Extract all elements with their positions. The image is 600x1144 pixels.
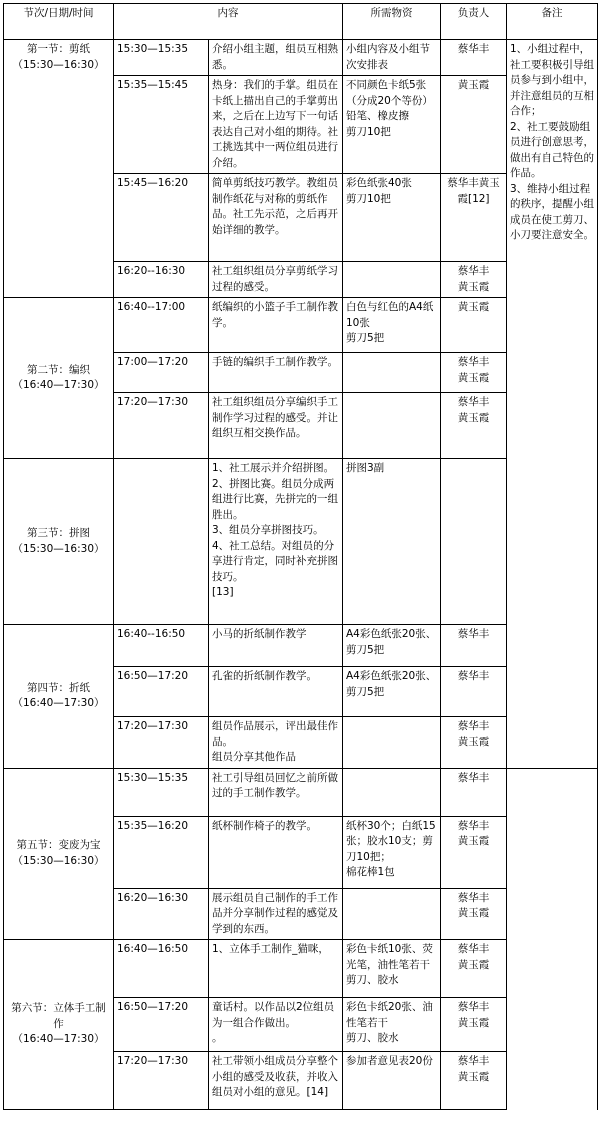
text-line: A4彩色纸张20张、剪刀5把: [346, 628, 437, 656]
text-line: 不同颜色卡纸5张: [346, 79, 427, 91]
content-cell: [209, 888, 343, 940]
time-cell: [114, 298, 209, 353]
text-line: 组员作品展示，评出最佳作品。: [212, 720, 338, 748]
owner-cell: [441, 1052, 507, 1110]
owner-cell: [441, 998, 507, 1052]
owner-cell: [441, 174, 507, 262]
content-cell: [209, 1052, 343, 1110]
section-cell: [4, 459, 114, 625]
header-content: 内容: [114, 4, 343, 40]
text-line: 黄玉霞: [457, 1016, 490, 1029]
text-line: 拼图3副: [346, 462, 385, 474]
text-line: 黄玉霞: [457, 958, 490, 971]
text-line: 棉花棒1包: [346, 866, 395, 878]
time-cell: [114, 625, 209, 667]
text-line: 15:35—15:45: [117, 79, 189, 91]
text-line: 1、小组过程中，社工要积极引导组员参与到小组中，并注意组员的互相合作；: [510, 43, 594, 117]
content-cell: [209, 625, 343, 667]
owner-cell: [441, 298, 507, 353]
content-cell: [209, 76, 343, 174]
content-cell: [209, 998, 343, 1052]
section-cell: [4, 625, 114, 769]
text-line: 黄玉霞: [457, 411, 490, 424]
owner-cell: [441, 625, 507, 667]
text-line: 蔡华丰: [457, 43, 490, 55]
text-line: 黄玉霞: [457, 79, 490, 91]
header-row: [4, 4, 598, 40]
content-cell: [209, 717, 343, 769]
text-line: A4彩色纸张20张、剪刀5把: [346, 670, 437, 698]
section-cell: [4, 768, 114, 940]
text-line: 。: [212, 1032, 223, 1044]
content-cell: [209, 393, 343, 459]
text-line: 2、拼图比赛。组员分成两组进行比赛，先拼完的一组胜出。: [212, 477, 338, 521]
text-line: [13]: [212, 586, 234, 598]
content-cell: [209, 40, 343, 76]
materials-cell: [343, 76, 441, 174]
content-cell: [209, 174, 343, 262]
content-cell: [209, 768, 343, 816]
time-cell: [114, 393, 209, 459]
text-line: 蔡华丰: [457, 1001, 490, 1013]
owner-cell: [441, 717, 507, 769]
text-line: 彩色卡纸20张、油性笔若干: [346, 1001, 433, 1029]
text-line: （16:40—17:30）: [12, 697, 105, 710]
section-cell: [4, 40, 114, 298]
text-line: 小马的折纸制作教学: [212, 628, 307, 640]
text-line: 纸编织的小篮子手工制作教学。: [212, 301, 338, 329]
text-line: 16:40--17:00: [117, 301, 186, 313]
text-line: 社工组织组员分享编织手工制作学习过程的感受。并让组织互相交换作品。: [212, 396, 338, 439]
materials-cell: [343, 667, 441, 717]
text-line: 第六节：立体手工制作: [11, 1002, 106, 1030]
time-cell: [114, 940, 209, 998]
text-line: 1、立体手工制作_猫咪，: [212, 943, 329, 955]
text-line: 彩色纸张40张: [346, 177, 412, 189]
time-cell: [114, 888, 209, 940]
time-cell: [114, 717, 209, 769]
text-line: 黄玉霞: [457, 1070, 490, 1083]
time-cell: [114, 353, 209, 393]
owner-cell: [441, 888, 507, 940]
text-line: 组员分享其他作品: [212, 751, 296, 763]
owner-cell: [441, 667, 507, 717]
text-line: 16:50—17:20: [117, 1001, 189, 1013]
text-line: 小组内容及小组节次安排表: [346, 43, 430, 71]
owner-cell: [441, 76, 507, 174]
materials-cell: [343, 1052, 441, 1110]
schedule-table: [3, 3, 598, 1110]
materials-cell: [343, 393, 441, 459]
materials-cell: [343, 353, 441, 393]
owner-cell: [441, 459, 507, 625]
schedule-row: [4, 768, 598, 816]
text-line: 简单剪纸技巧教学。教组员制作纸花与对称的剪纸作品。社工先示范，之后再开始详细的教学。: [212, 177, 338, 236]
text-line: （15:30—16:30）: [12, 542, 105, 555]
text-line: 17:00—17:20: [117, 356, 189, 368]
text-line: 2、社工要鼓励组员进行创意思考，做出有自己特色的作品。: [510, 120, 594, 179]
materials-cell: [343, 940, 441, 998]
text-line: 4、社工总结。对组员的分享进行肯定，同时补充拼图技巧。: [212, 539, 338, 583]
owner-cell: [441, 816, 507, 888]
text-line: 16:20—16:30: [117, 891, 189, 904]
time-cell: [114, 998, 209, 1052]
header-section: 节次/日期/时间: [4, 4, 114, 40]
materials-cell: [343, 998, 441, 1052]
text-line: 第四节：折纸: [27, 681, 90, 694]
text-line: 17:20—17:30: [117, 1055, 189, 1067]
text-line: 15:35—16:20: [117, 819, 189, 832]
content-cell: [209, 667, 343, 717]
text-line: 剪刀10把: [346, 192, 391, 205]
text-line: 17:20—17:30: [117, 396, 189, 408]
text-line: 16:40--16:50: [117, 628, 186, 640]
materials-cell: [343, 768, 441, 816]
text-line: （分成20个等份）: [346, 94, 433, 107]
content-cell: [209, 459, 343, 625]
materials-cell: [343, 174, 441, 262]
text-line: 剪刀、胶水: [346, 1032, 399, 1044]
text-line: 剪刀、胶水: [346, 974, 399, 986]
text-line: 童话村。以作品以2位组员为一组合作做出。: [212, 1001, 335, 1029]
owner-cell: [441, 393, 507, 459]
text-line: 手链的编织手工制作教学。: [212, 356, 338, 368]
text-line: 1、社工展示并介绍拼图。: [212, 462, 335, 474]
owner-cell: [441, 353, 507, 393]
text-line: 16:40—16:50: [117, 943, 189, 955]
text-line: 蔡华丰: [457, 356, 490, 368]
text-line: 蔡华丰: [457, 396, 490, 408]
content-cell: [209, 262, 343, 298]
text-line: 孔雀的折纸制作教学。: [212, 670, 317, 682]
text-line: 纸杯制作椅子的教学。: [212, 819, 317, 832]
text-line: 黄玉霞: [457, 835, 490, 847]
owner-cell: [441, 40, 507, 76]
text-line: 社工引导组员回忆之前所做过的手工制作教学。: [212, 771, 338, 799]
materials-cell: [343, 298, 441, 353]
text-line: 15:45—16:20: [117, 177, 189, 189]
time-cell: [114, 1052, 209, 1110]
text-line: 蔡华丰: [457, 819, 490, 832]
time-cell: [114, 262, 209, 298]
schedule-row: [4, 40, 598, 76]
text-line: （16:40—17:30）: [12, 379, 105, 391]
header-owner: 负责人: [441, 4, 507, 40]
time-cell: [114, 76, 209, 174]
text-line: 16:50—17:20: [117, 670, 189, 682]
text-line: 社工组织组员分享剪纸学习过程的感受。: [212, 265, 338, 293]
content-cell: [209, 816, 343, 888]
text-line: 3、维持小组过程的秩序，提醒小组成员在使工剪刀、小刀要注意安全。: [510, 182, 594, 241]
text-line: 黄玉霞: [457, 735, 490, 748]
content-cell: [209, 353, 343, 393]
text-line: 黄玉霞: [457, 301, 490, 313]
text-line: 白色与红色的A4纸10张: [346, 301, 434, 329]
section-cell: [4, 940, 114, 1110]
text-line: 第一节：剪纸: [27, 43, 90, 55]
text-line: （16:40—17:30）: [12, 1033, 105, 1046]
owner-cell: [441, 768, 507, 816]
text-line: （15:30—16:30）: [12, 58, 105, 71]
text-line: 参加者意见表20份: [346, 1055, 433, 1067]
text-line: 展示组员自己制作的手工作品并分享制作过程的感觉及学到的东西。: [212, 891, 338, 935]
time-cell: [114, 40, 209, 76]
content-cell: [209, 940, 343, 998]
schedule-row: [4, 940, 598, 998]
text-line: 黄玉霞: [457, 280, 490, 293]
text-line: 3、组员分享拼图技巧。: [212, 524, 324, 536]
text-line: 蔡华丰黄玉霞[12]: [447, 177, 500, 205]
text-line: 蔡华丰: [457, 771, 490, 784]
text-line: 剪刀10把: [346, 125, 391, 138]
time-cell: [114, 768, 209, 816]
text-line: 15:30—15:35: [117, 43, 189, 55]
text-line: 蔡华丰: [457, 670, 490, 682]
text-line: 黄玉霞: [457, 907, 490, 919]
text-line: 蔡华丰: [457, 943, 490, 955]
materials-cell: [343, 888, 441, 940]
text-line: 蔡华丰: [457, 628, 490, 640]
text-line: 蔡华丰: [457, 891, 490, 904]
time-cell: [114, 459, 209, 625]
text-line: 17:20—17:30: [117, 720, 189, 732]
text-line: 热身：我们的手掌。组员在卡纸上描出自己的手掌剪出来，之后在上边写下一句话表达自己对小组的期待。社工挑选其中一两位组员进行介绍。: [212, 79, 338, 169]
time-cell: [114, 816, 209, 888]
text-line: 15:30—15:35: [117, 771, 189, 784]
text-line: 社工带领小组成员分享整个小组的感受及收获，并收入组员对小组的意见。[14]: [212, 1055, 338, 1098]
section-cell: [4, 298, 114, 459]
owner-cell: [441, 940, 507, 998]
owner-cell: [441, 262, 507, 298]
text-line: 第五节：变废为宝: [16, 839, 101, 852]
materials-cell: [343, 816, 441, 888]
text-line: 蔡华丰: [457, 720, 490, 732]
text-line: 铅笔、橡皮擦: [346, 110, 409, 122]
text-line: 第二节：编织: [27, 363, 90, 376]
remarks-cell: [507, 40, 598, 769]
time-cell: [114, 174, 209, 262]
text-line: 黄玉霞: [457, 371, 490, 384]
text-line: 剪刀5把: [346, 332, 385, 344]
text-line: 蔡华丰: [457, 265, 490, 277]
header-remarks: 备注: [507, 4, 598, 40]
content-cell: [209, 298, 343, 353]
time-cell: [114, 667, 209, 717]
text-line: 蔡华丰: [457, 1055, 490, 1067]
materials-cell: [343, 717, 441, 769]
text-line: 第三节：拼图: [27, 527, 90, 539]
text-line: 彩色卡纸10张、荧光笔，油性笔若干: [346, 943, 433, 971]
text-line: 介绍小组主题，组员互相熟悉。: [212, 43, 338, 71]
text-line: 纸杯30个；白纸15张；胶水10支；剪刀10把；: [346, 819, 436, 863]
materials-cell: [343, 40, 441, 76]
materials-cell: [343, 625, 441, 667]
header-materials: 所需物资: [343, 4, 441, 40]
text-line: （15:30—16:30）: [12, 854, 105, 867]
text-line: 16:20--16:30: [117, 265, 186, 277]
materials-cell: [343, 459, 441, 625]
materials-cell: [343, 262, 441, 298]
